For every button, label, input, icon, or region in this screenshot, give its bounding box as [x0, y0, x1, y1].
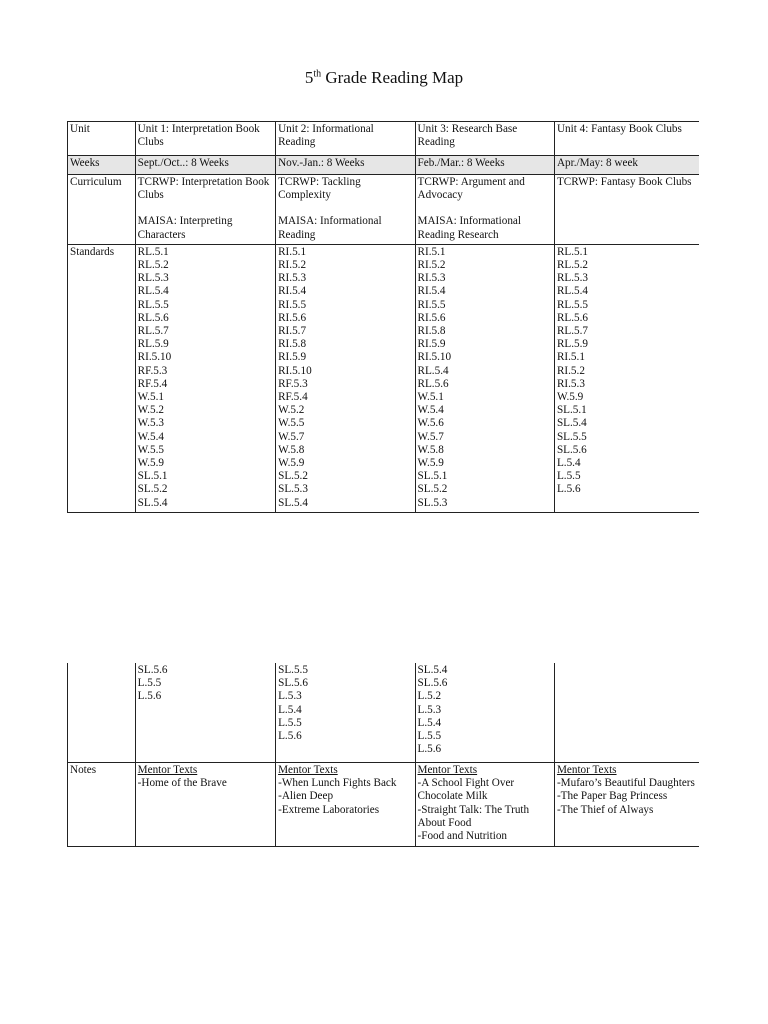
standard-code: RL.5.4: [556, 285, 589, 298]
standard-code: RI.5.6: [417, 311, 446, 324]
mentor-text-item: -Mufaro’s Beautiful Daughters: [556, 777, 695, 790]
standard-code: RI.5.1: [556, 351, 585, 364]
standard-code: RL.5.9: [556, 338, 589, 351]
standard-code: RI.5.2: [278, 259, 307, 272]
weeks-label: Weeks: [68, 156, 136, 175]
standard-code: L.5.2: [417, 690, 442, 703]
standard-code: SL.5.3: [417, 496, 448, 509]
standard-code: L.5.3: [278, 690, 302, 703]
weeks-row: [68, 156, 700, 175]
standards-label-empty: [68, 663, 136, 763]
standards-cell: [554, 663, 699, 763]
standard-code: RL.5.2: [137, 259, 169, 272]
standard-code: RI.5.1: [417, 245, 446, 258]
standard-code: W.5.2: [137, 404, 164, 417]
standard-code: W.5.6: [417, 417, 444, 430]
standard-code: RL.5.7: [137, 325, 169, 338]
weeks-cell: Sept./Oct..: 8 Weeks: [135, 156, 275, 175]
standard-code: RL.5.6: [137, 311, 169, 324]
standard-code: SL.5.2: [417, 483, 448, 496]
standard-code: RL.5.6: [417, 377, 449, 390]
standard-code: RI.5.5: [278, 298, 307, 311]
standard-code: L.5.6: [417, 743, 442, 756]
standard-code: W.5.4: [417, 404, 444, 417]
unit-2-header: Unit 2: Informational Reading: [276, 122, 415, 156]
unit-3-header: Unit 3: Research Base Reading: [415, 122, 554, 156]
standard-code: W.5.7: [278, 430, 305, 443]
standard-code: RL.5.3: [556, 272, 589, 285]
standard-code: L.5.6: [278, 730, 302, 743]
standard-code: RI.5.10: [137, 351, 172, 364]
standard-code: RF.5.4: [137, 377, 168, 390]
standard-code: SL.5.1: [556, 404, 587, 417]
standard-code: W.5.5: [278, 417, 305, 430]
standard-code: W.5.9: [137, 457, 164, 470]
standard-code: W.5.1: [137, 391, 164, 404]
standard-code: SL.5.2: [278, 470, 308, 483]
unit-4-header: Unit 4: Fantasy Book Clubs: [554, 122, 699, 156]
mentor-text-item: -Extreme Laboratories: [278, 803, 380, 816]
standard-code: SL.5.6: [137, 664, 168, 676]
standard-code: L.5.5: [137, 677, 162, 690]
mentor-text-item: -The Thief of Always: [556, 803, 654, 816]
weeks-cell: Feb./Mar.: 8 Weeks: [415, 156, 554, 175]
standard-code: RI.5.10: [278, 364, 312, 377]
standard-code: W.5.4: [137, 430, 164, 443]
standards-cell: [276, 663, 415, 763]
curriculum-cell: TCRWP: Tackling Complexity MAISA: Informational Reading: [276, 175, 415, 245]
curriculum-cell: TCRWP: Interpretation Book Clubs MAISA: Interpreting Characters: [135, 175, 275, 245]
standard-code: RI.5.3: [278, 272, 307, 285]
standard-code: SL.5.1: [137, 470, 168, 483]
notes-cell: Mentor Texts -Home of the Brave: [135, 763, 275, 847]
standard-code: RL.5.3: [137, 272, 169, 285]
standard-code: SL.5.3: [278, 483, 308, 496]
standard-code: RI.5.9: [278, 351, 307, 364]
standard-code: W.5.7: [417, 430, 444, 443]
standard-code: SL.5.6: [556, 443, 587, 456]
standard-code: L.5.6: [137, 690, 162, 703]
standard-code: RI.5.10: [417, 351, 452, 364]
standard-code: W.5.8: [278, 443, 305, 456]
mentor-text-item: -Food and Nutrition: [417, 830, 508, 843]
standard-code: RL.5.4: [417, 364, 449, 377]
curriculum-label: Curriculum: [68, 175, 136, 245]
standard-code: SL.5.5: [556, 430, 587, 443]
standard-code: SL.5.5: [278, 664, 308, 676]
standard-code: RI.5.6: [278, 311, 307, 324]
standards-label: Standards: [68, 244, 136, 512]
standard-code: W.5.9: [556, 391, 584, 404]
unit-header-row: [68, 122, 700, 156]
standards-cell: [135, 244, 275, 512]
standard-code: SL.5.1: [417, 470, 448, 483]
standard-code: RI.5.5: [417, 298, 446, 311]
standard-code: W.5.2: [278, 404, 305, 417]
standard-code: RI.5.2: [417, 259, 446, 272]
standard-code: RI.5.8: [417, 325, 446, 338]
curriculum-cell: TCRWP: Argument and Advocacy MAISA: Informational Reading Research: [415, 175, 554, 245]
notes-cell: Mentor Texts -When Lunch Fights Back -Alien Deep -Extreme Laboratories: [276, 763, 415, 847]
mentor-text-item: -The Paper Bag Princess: [556, 790, 668, 803]
standard-code: RL.5.6: [556, 311, 589, 324]
standard-code: SL.5.4: [278, 496, 308, 509]
standards-cell: [135, 663, 275, 763]
notes-row: [68, 763, 700, 847]
standard-code: RL.5.9: [137, 338, 169, 351]
standards-row: [68, 244, 700, 512]
standard-code: SL.5.4: [556, 417, 587, 430]
standards-continued-row: [68, 663, 700, 763]
reading-map-table-page1: [67, 121, 699, 513]
standard-code: SL.5.6: [278, 677, 308, 690]
standard-code: L.5.4: [278, 703, 302, 716]
standard-code: RI.5.4: [417, 285, 446, 298]
standard-code: RL.5.5: [556, 298, 589, 311]
curriculum-row: [68, 175, 700, 245]
standard-code: RL.5.7: [556, 325, 589, 338]
standard-code: L.5.5: [417, 730, 442, 743]
standard-code: RL.5.2: [556, 259, 589, 272]
standards-cell: [415, 663, 554, 763]
unit-label: Unit: [68, 122, 136, 156]
standard-code: L.5.4: [417, 716, 442, 729]
standard-code: W.5.3: [137, 417, 164, 430]
mentor-text-item: -Straight Talk: The Truth About Food: [417, 803, 530, 829]
standard-code: RF.5.3: [137, 364, 168, 377]
standard-code: L.5.4: [556, 457, 581, 470]
standard-code: L.5.5: [278, 716, 302, 729]
standard-code: RF.5.3: [278, 377, 308, 390]
standard-code: L.5.5: [556, 470, 581, 483]
standard-code: W.5.9: [278, 457, 305, 470]
standard-code: W.5.1: [417, 391, 444, 404]
standard-code: L.5.3: [417, 703, 442, 716]
weeks-cell: Apr./May: 8 week: [554, 156, 699, 175]
standard-code: RL.5.4: [137, 285, 169, 298]
standard-code: SL.5.4: [417, 664, 448, 676]
standard-code: RI.5.3: [417, 272, 446, 285]
standard-code: SL.5.2: [137, 483, 168, 496]
curriculum-cell: TCRWP: Fantasy Book Clubs: [554, 175, 699, 245]
standard-code: RI.5.4: [278, 285, 307, 298]
mentor-text-item: -Alien Deep: [278, 790, 334, 803]
standard-code: RI.5.8: [278, 338, 307, 351]
notes-cell: Mentor Texts -Mufaro’s Beautiful Daughters -The Paper Bag Princess -The Thief of Always: [554, 763, 699, 847]
mentor-text-item: -A School Fight Over Chocolate Milk: [417, 777, 515, 803]
standards-cell: [415, 244, 554, 512]
mentor-text-item: -Home of the Brave: [137, 777, 227, 790]
mentor-text-item: -When Lunch Fights Back: [278, 777, 397, 790]
standard-code: RI.5.7: [278, 325, 307, 338]
standards-cell: [276, 244, 415, 512]
standard-code: SL.5.6: [417, 677, 448, 690]
standard-code: L.5.6: [556, 483, 581, 496]
standard-code: RL.5.1: [137, 245, 169, 258]
standard-code: RI.5.1: [278, 245, 307, 258]
notes-label: Notes: [68, 763, 136, 847]
reading-map-table-page2: [67, 663, 699, 847]
standard-code: RL.5.5: [137, 298, 169, 311]
standard-code: W.5.5: [137, 443, 164, 456]
standard-code: W.5.8: [417, 443, 444, 456]
standards-cell: [554, 244, 699, 512]
standard-code: RI.5.2: [556, 364, 585, 377]
weeks-cell: Nov.-Jan.: 8 Weeks: [276, 156, 415, 175]
standard-code: RF.5.4: [278, 391, 308, 404]
standard-code: W.5.9: [417, 457, 444, 470]
standard-code: RI.5.3: [556, 377, 585, 390]
unit-1-header: Unit 1: Interpretation Book Clubs: [135, 122, 275, 156]
standard-code: RI.5.9: [417, 338, 446, 351]
page-title: 5th Grade Reading Map: [304, 68, 464, 87]
standard-code: RL.5.1: [556, 245, 589, 258]
notes-cell: Mentor Texts -A School Fight Over Chocolate Milk -Straight Talk: The Truth About Food -Food and Nutrition: [415, 763, 554, 847]
standard-code: SL.5.4: [137, 496, 168, 509]
